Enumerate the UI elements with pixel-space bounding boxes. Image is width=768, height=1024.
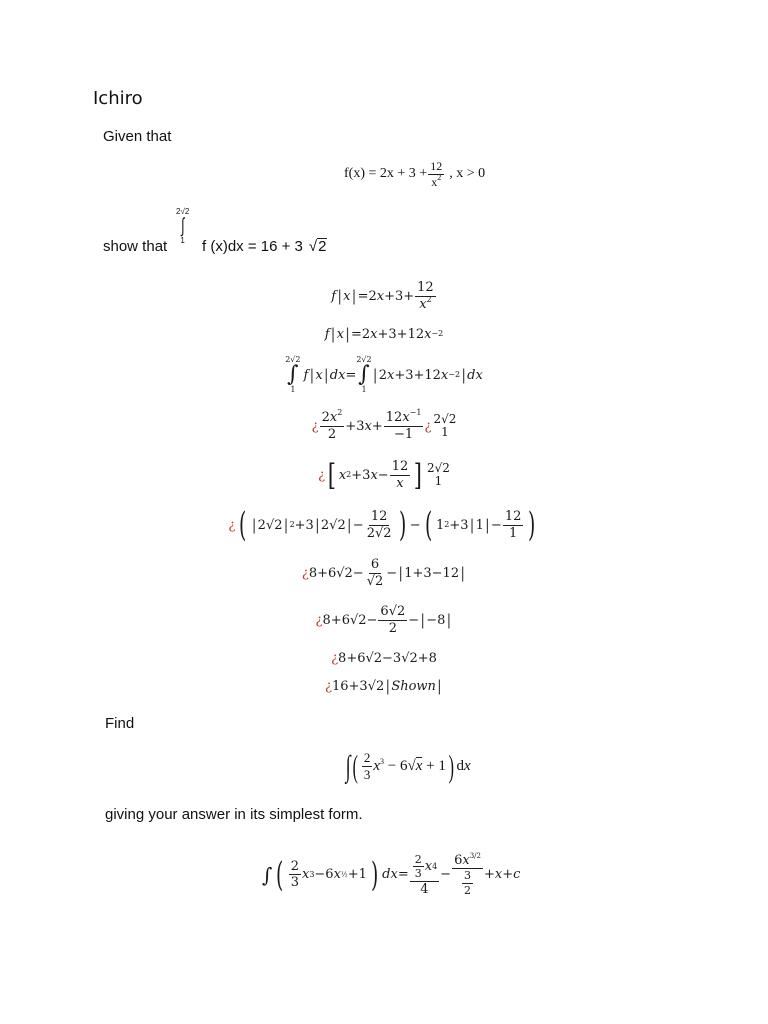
giving-answer-text: giving your answer in its simplest form. <box>105 806 363 823</box>
fraction-denominator <box>429 172 443 189</box>
solution-line-6: ¿ ( | 2√2 | 2 +3 | 2√2 | − $\frac{12}{2√2}$ ) − ( 1 2 +3 | 1 | − $\frac{12}{1}$ ) <box>228 504 536 545</box>
fraction-numerator: 12 <box>430 159 443 173</box>
find-text: Find <box>105 715 135 732</box>
integral-sign-icon: ∫ <box>345 749 351 783</box>
integral-sign-icon: ∫ <box>181 215 185 237</box>
solution-line-4: ¿ $\frac{2x^2}{2}$ +3 x + $\frac{12x^{-1}}{-1}$ ¿ 2√2 1 <box>311 407 457 442</box>
solution-line-5: ¿ [ x 2 +3 x − $\frac{12}{x}$ ] 2√2 1 <box>318 457 450 493</box>
given-function-lhs: f(x) = 2x + 3 + <box>344 166 428 182</box>
solution-q2: ∫ ( $\frac{2}{3}$ x 3 −6 x ½ +1 ) dx = $\frac{2}{3}$ x 4 4 − $\frac{6x^{3/2}}{\frac{3}{2}}$ + x + c <box>262 851 521 897</box>
solution-line-3: 2√2 ∫ 1 f | x | dx = 2√2 ∫ 1 | 2 x +3+12 x −2 | dx <box>285 355 483 394</box>
author-name: Ichiro <box>93 88 143 109</box>
show-that-body: f (x)dx = 16 + 3 <box>202 238 303 255</box>
given-condition: , x > 0 <box>449 166 486 182</box>
denominator-exponent: 2 <box>437 172 442 182</box>
solution-line-1: f | x | =2 x +3+ $\frac{12}{x^2}$ <box>331 279 434 312</box>
show-that-integral <box>176 207 189 245</box>
root-radicand: 2 <box>318 238 327 255</box>
show-that-expression <box>202 238 327 256</box>
close-paren-icon: ) <box>448 748 454 784</box>
find-fraction: $\frac{2}{3}$ <box>363 750 371 782</box>
given-function-fraction <box>428 160 444 188</box>
given-function <box>344 160 485 188</box>
find-integral: ∫ ( $\frac{2}{3}$ $x^3 - 6√x + 1$ ) dx <box>345 748 471 784</box>
open-paren-icon: ( <box>352 748 359 784</box>
solution-line-9: ¿ 8+6√2−3√2+8 <box>331 650 437 666</box>
given-text: Given that <box>103 128 172 145</box>
show-that-text: show that <box>103 238 168 255</box>
solution-line-2: f | x | =2 x +3+12 x −2 <box>324 325 444 343</box>
solution-line-7: ¿ 8+6√2− $\frac{6}{√2}$ − | 1+3−12 | <box>301 556 466 589</box>
show-that-root <box>309 238 328 256</box>
integral-lower-limit: 1 <box>180 236 185 245</box>
solution-line-10: ¿ 16+3√2 | Shown | <box>325 677 442 695</box>
integral-upper-limit: 2√2 <box>176 207 190 216</box>
root-sign-icon: √ <box>308 238 318 255</box>
denominator-base: x <box>431 174 438 189</box>
solution-line-8: ¿ 8+6√2− $\frac{6√2}{2}$ − | −8 | <box>315 603 452 636</box>
